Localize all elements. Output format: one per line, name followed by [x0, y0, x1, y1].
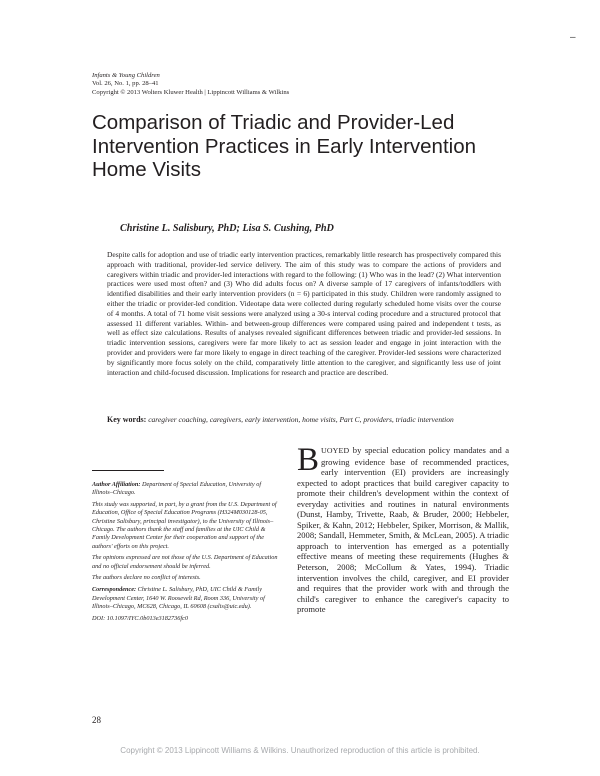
- footnote-affiliation: [92, 481, 282, 498]
- keywords-label: Key words:: [107, 415, 147, 424]
- keywords: [107, 415, 501, 425]
- page-number: 28: [92, 715, 101, 725]
- journal-name: Infants & Young Children: [92, 72, 160, 79]
- corner-mark: –: [570, 32, 576, 43]
- correspondence-text: Christine L. Salisbury, PhD, UIC Child & Family Development Center, 1640 W. Roosevelt Rd, Room 336, University of Illinois–Chicago, MC628, Chicago, IL 60608 (csalis@uic.edu).: [92, 586, 265, 610]
- article-authors: Christine L. Salisbury, PhD; Lisa S. Cushing, PhD: [120, 223, 334, 234]
- correspondence-label: Correspondence:: [92, 586, 137, 594]
- copyright-notice: Copyright © 2013 Lippincott Williams & Wilkins. Unauthorized reproduction of this article is prohibited.: [120, 746, 480, 755]
- journal-volume: Vol. 26, No. 1, pp. 28–41: [92, 80, 159, 88]
- body-text: [297, 442, 509, 615]
- affiliation-label: Author Affiliation:: [92, 481, 141, 488]
- article-title: Comparison of Triadic and Provider-Led Intervention Practices in Early Intervention Home Visits: [92, 111, 476, 181]
- journal-copyright: Copyright © 2013 Wolters Kluwer Health | Lippincott Williams & Wilkins: [92, 88, 290, 96]
- footnote-conflict: The authors declare no conflict of interests.: [92, 574, 201, 582]
- footnote-divider: [92, 470, 164, 471]
- drop-cap: B: [297, 442, 320, 478]
- body-lead-word: UOYED: [321, 446, 350, 455]
- body-paragraph: by special education policy mandates and a growing evidence base of recommended practices, early intervention (EI) providers are increasingly expected to adopt practices that build caregiver capacity to promote their children's development within the context of everyday activities and routines in natural environments (Dunst, Hamby, Trivette, Raab, & Bruder, 2000; Hebbeler, Spiker, & Kahn, 2012; Hebbeler, Spiker, Morrison, & Mallik, 2008; Sandall, Hemmeter, Smith, & McLean, 2005). A triadic approach to intervention has emerged as a potentially effective means of meeting these requirements (Hughes & Peterson, 2008; McCollum & Yates, 1994). Triadic intervention involves the child, caregiver, and EI provider and requires that the provider work with and through the child's caregiver to enhance the caregiver's capacity to promote: [297, 445, 509, 615]
- footnote-doi: DOI: 10.1097/IYC.0b013e3182736fc0: [92, 614, 188, 622]
- footnote-opinions: The opinions expressed are not those of the U.S. Department of Education and no official endorsement should be inferred.: [92, 554, 278, 570]
- abstract: Despite calls for adoption and use of triadic early intervention practices, remarkably little research has prospectively compared this approach with traditional, provider-led service delivery. The aim of this study was to compare the actions of providers and caregivers within triadic and provider-led interactions with regard to the following: (1) Who was in the lead? (2) What intervention practices were used most often? and (3) Who did adults focus on? A diverse sample of 17 caregivers of infants/toddlers with identified disabilities and their early intervention providers (n = 6) participated in this study. Children were randomly assigned to either the triadic or provider-led condition. Videotape data were collected during regularly scheduled home visits over the course of 4 months. A total of 71 home visit sessions were analyzed using a 30-s interval coding procedure and a structured protocol that assessed 11 different variables. Within- and between-group differences were compared using paired and independent t tests, as well as effect size calculations. Results of analyses revealed significant differences between triadic and provider-led sessions. In triadic intervention sessions, caregivers were far more likely to act as session leader and engage in joint interaction with the provider and providers were far more likely to engage in direct teaching of the caregiver. Provider-led sessions were characterized by significantly more focus solely on the child, comparatively little attention to the caregiver, and significantly less use of joint interaction and child-focused discussion. Implications for research and practice are described.: [107, 250, 501, 377]
- journal-header: [92, 72, 289, 97]
- footnote-support: This study was supported, in part, by a grant from the U.S. Department of Education, Office of Special Education Programs (H324M030128-05, Christine Salisbury, principal investigator), to the University of Illinois–Chicago. The authors thank the staff and families at the UIC Child & Family Development Center for their cooperation and support of the authors' efforts on this project.: [92, 501, 277, 550]
- keywords-text: caregiver coaching, caregivers, early intervention, home visits, Part C, providers, triadic intervention: [148, 415, 454, 424]
- footnote-correspondence: [92, 586, 282, 611]
- affiliation-text: Department of Special Education, University of Illinois–Chicago.: [92, 481, 262, 497]
- footnotes: [92, 481, 282, 626]
